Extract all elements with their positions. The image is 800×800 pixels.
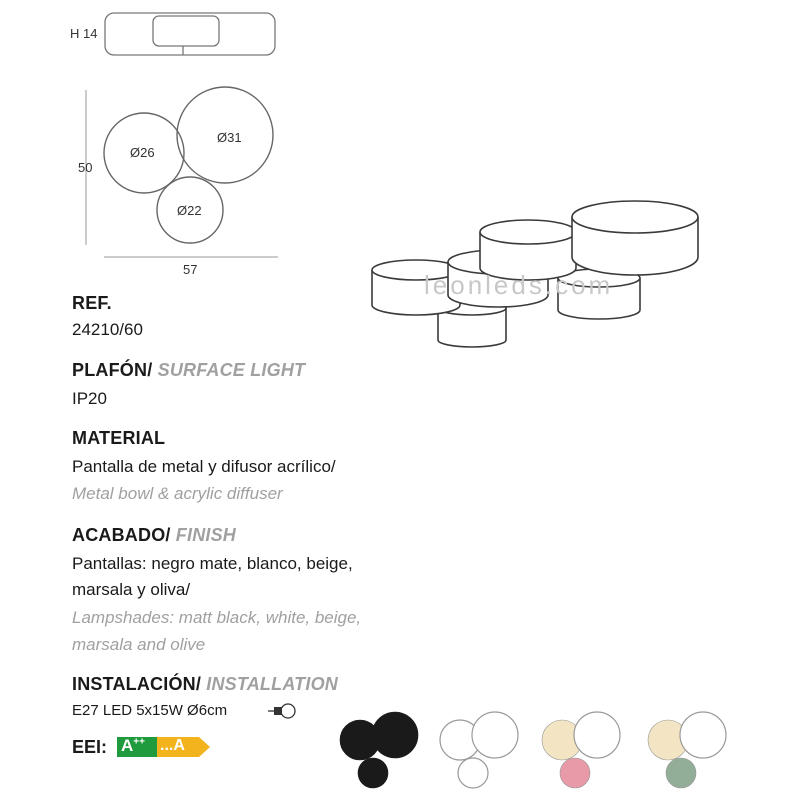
swatch-black-circle-right	[372, 712, 418, 758]
height-label: H 14	[70, 26, 98, 41]
installation-heading	[72, 674, 338, 695]
diameter-31-label: Ø31	[217, 130, 242, 145]
installation-heading-es: INSTALACIÓN/	[72, 674, 202, 694]
side-view-drawing	[95, 8, 285, 63]
width-label: 57	[183, 262, 198, 277]
finish-text-es-2: marsala y oliva/	[72, 580, 191, 599]
swatch-marsala-circle-small	[560, 758, 590, 788]
type-heading-en: SURFACE LIGHT	[152, 360, 306, 380]
top-view-drawing	[70, 80, 290, 260]
eei-class-high-letter: A	[121, 736, 134, 755]
finish-text-en-2: marsala and olive	[72, 635, 206, 654]
type-heading-es: PLAFÓN/	[72, 360, 153, 380]
finish-heading	[72, 525, 236, 546]
finish-heading-en: FINISH	[170, 525, 237, 545]
eei-label: EEI:	[72, 737, 108, 757]
eei-class-high	[121, 736, 145, 756]
color-swatches	[330, 705, 750, 800]
depth-label: 50	[78, 160, 93, 175]
finish-text-es-1: Pantallas: negro mate, blanco, beige,	[72, 554, 353, 573]
swatch-marsala	[542, 712, 620, 788]
finish-text-en-1: Lampshades: matt black, white, beige,	[72, 608, 362, 627]
swatch-white	[440, 712, 518, 788]
diameter-26-label: Ø26	[130, 145, 155, 160]
eei-class-range: ...A	[160, 737, 185, 754]
installation-heading-en: INSTALLATION	[201, 674, 338, 694]
swatch-marsala-circle-right	[574, 712, 620, 758]
swatch-white-circle-right	[472, 712, 518, 758]
swatch-black	[340, 712, 418, 788]
type-heading	[72, 360, 305, 381]
eei-class-high-plus: ++	[133, 736, 145, 748]
swatch-olive	[648, 712, 726, 788]
ref-value: 24210/60	[72, 320, 143, 339]
swatch-olive-circle-right	[680, 712, 726, 758]
swatch-black-circle-small	[358, 758, 388, 788]
ref-heading: REF.	[72, 293, 112, 313]
material-heading: MATERIAL	[72, 428, 166, 448]
material-text-es: Pantalla de metal y difusor acrílico/	[72, 457, 336, 476]
watermark: leonleds.com	[424, 270, 614, 300]
diameter-22-label: Ø22	[177, 203, 202, 218]
finish-heading-es: ACABADO/	[72, 525, 171, 545]
ip-rating: IP20	[72, 389, 107, 408]
swatch-olive-circle-small	[666, 758, 696, 788]
bulb-icon	[264, 702, 298, 720]
material-text-en: Metal bowl & acrylic diffuser	[72, 484, 283, 503]
installation-value: E27 LED 5x15W Ø6cm	[72, 702, 228, 719]
swatch-white-circle-small	[458, 758, 488, 788]
